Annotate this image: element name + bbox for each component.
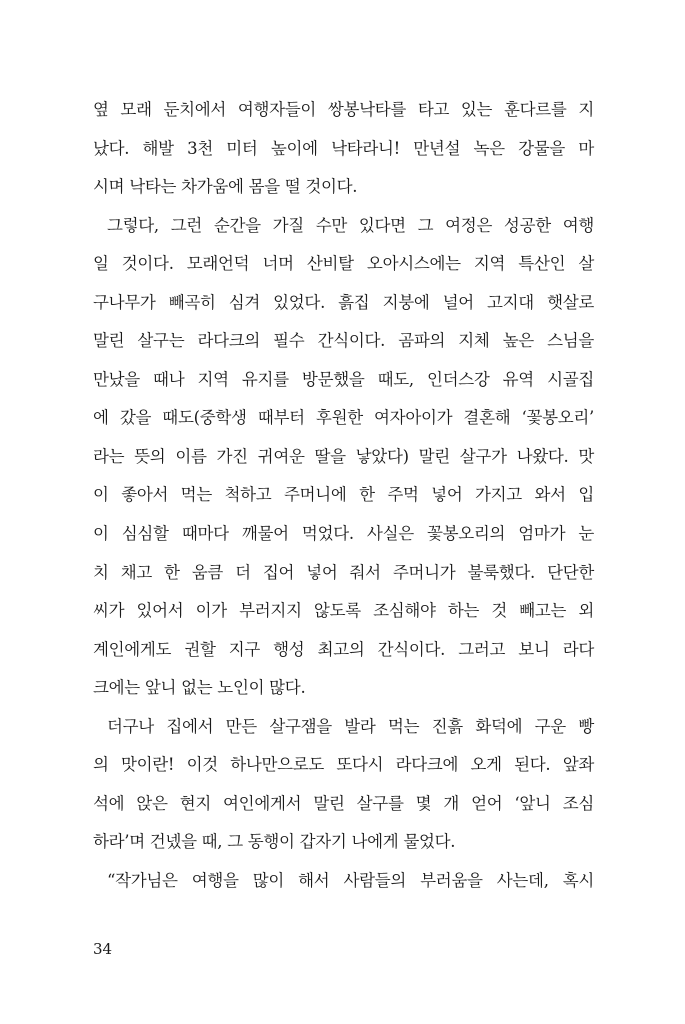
text-line: “작가님은 여행을 많이 해서 사람들의 부러움을 사는데, 혹시 xyxy=(107,870,594,890)
text-line: 말린 살구는 라다크의 필수 간식이다. 곰파의 지체 높은 스님을 xyxy=(93,331,594,351)
text-line: 구나무가 빼곡히 심겨 있었다. 흙집 지붕에 널어 고지대 햇살로 xyxy=(93,292,594,312)
text-line: 났다. 해발 3천 미터 높이에 낙타라니! 만년설 녹은 강물을 마 xyxy=(93,138,594,158)
text-line: 만났을 때나 지역 유지를 방문했을 때도, 인더스강 유역 시골집 xyxy=(93,369,594,389)
text-line: 더구나 집에서 만든 살구잼을 발라 먹는 진흙 화덕에 구운 빵 xyxy=(107,716,594,736)
page-number: 34 xyxy=(93,940,113,958)
paragraph xyxy=(93,97,594,213)
text-line: 시며 낙타는 차가움에 몸을 떨 것이다. xyxy=(93,177,358,197)
text-line: 치 채고 한 움큼 더 집어 넣어 줘서 주머니가 불룩했다. 단단한 xyxy=(93,562,594,582)
text-line: 일 것이다. 모래언덕 너머 산비탈 오아시스에는 지역 특산인 살 xyxy=(93,254,594,274)
text-line: 석에 앉은 현지 여인에게서 말린 살구를 몇 개 얻어 ‘앞니 조심 xyxy=(93,793,594,813)
paragraph xyxy=(93,714,594,868)
text-line: 이 좋아서 먹는 척하고 주머니에 한 주먹 넣어 가지고 와서 입 xyxy=(93,485,594,505)
text-line: 하라’며 건넸을 때, 그 동행이 갑자기 나에게 물었다. xyxy=(93,832,456,852)
text-line: 크에는 앞니 없는 노인이 많다. xyxy=(93,678,306,698)
text-line: 그렇다, 그런 순간을 가질 수만 있다면 그 여정은 성공한 여행 xyxy=(107,215,594,235)
text-line: 옆 모래 둔치에서 여행자들이 쌍봉낙타를 타고 있는 훈다르를 지 xyxy=(93,100,594,119)
paragraph xyxy=(93,213,594,714)
text-line: 이 심심할 때마다 깨물어 먹었다. 사실은 꽃봉오리의 엄마가 눈 xyxy=(93,524,594,544)
text-line: 라는 뜻의 이름 가진 귀여운 딸을 낳았다) 말린 살구가 나왔다. 맛 xyxy=(93,446,594,466)
page-body xyxy=(93,97,594,906)
paragraph xyxy=(93,868,594,907)
text-line: 계인에게도 권할 지구 행성 최고의 간식이다. 그러고 보니 라다 xyxy=(93,639,594,659)
text-line: 에 갔을 때도(중학생 때부터 후원한 여자아이가 결혼해 ‘꽃봉오리’ xyxy=(93,408,594,428)
text-line: 씨가 있어서 이가 부러지지 않도록 조심해야 하는 것 빼고는 외 xyxy=(93,601,594,621)
text-line: 의 맛이란! 이것 하나만으로도 또다시 라다크에 오게 된다. 앞좌 xyxy=(93,755,594,775)
